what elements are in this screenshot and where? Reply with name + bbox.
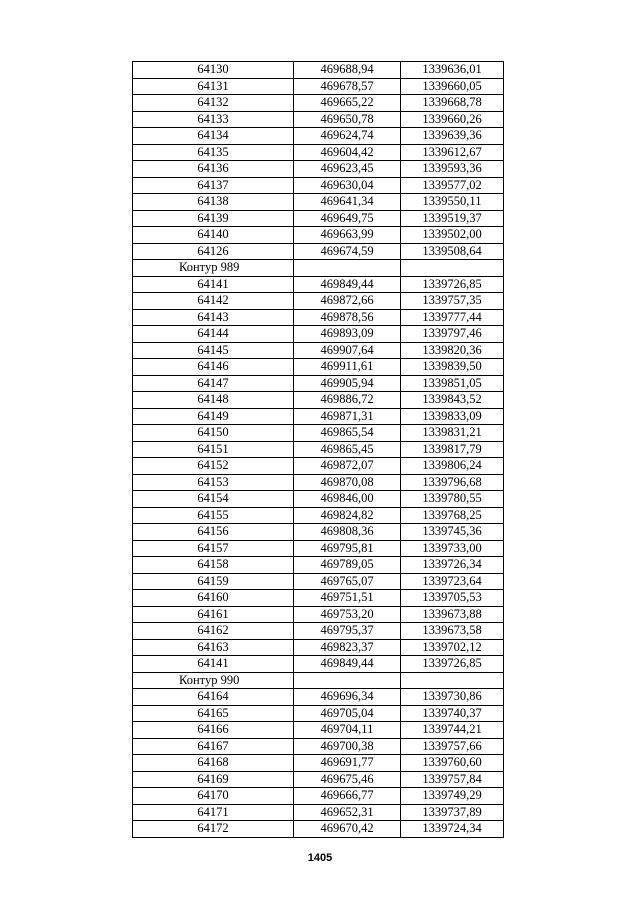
y-coordinate-cell: 1339723,64 (401, 573, 504, 590)
coordinates-table-body (133, 62, 504, 838)
x-coordinate-cell: 469753,20 (294, 606, 401, 623)
x-coordinate-cell: 469666,77 (294, 788, 401, 805)
x-cell-empty (294, 260, 401, 277)
x-coordinate-cell: 469893,09 (294, 326, 401, 343)
y-coordinate-cell: 1339705,53 (401, 590, 504, 607)
table-row (133, 441, 504, 458)
point-number-cell: 64157 (133, 540, 294, 557)
table-row (133, 771, 504, 788)
point-number-cell: 64160 (133, 590, 294, 607)
table-row (133, 111, 504, 128)
y-coordinate-cell: 1339702,12 (401, 639, 504, 656)
x-coordinate-cell: 469624,74 (294, 128, 401, 145)
x-cell-empty (294, 672, 401, 689)
y-coordinate-cell: 1339851,05 (401, 375, 504, 392)
table-row (133, 491, 504, 508)
point-number-cell: 64141 (133, 656, 294, 673)
table-row (133, 78, 504, 95)
point-number-cell: 64164 (133, 689, 294, 706)
table-row (133, 606, 504, 623)
table-row (133, 507, 504, 524)
table-row (133, 804, 504, 821)
y-coordinate-cell: 1339636,01 (401, 62, 504, 79)
table-row (133, 128, 504, 145)
y-coordinate-cell: 1339577,02 (401, 177, 504, 194)
point-number-cell: 64153 (133, 474, 294, 491)
y-coordinate-cell: 1339749,29 (401, 788, 504, 805)
table-row (133, 639, 504, 656)
x-coordinate-cell: 469795,37 (294, 623, 401, 640)
x-coordinate-cell: 469649,75 (294, 210, 401, 227)
table-row (133, 243, 504, 260)
point-number-cell: 64172 (133, 821, 294, 838)
x-coordinate-cell: 469696,34 (294, 689, 401, 706)
y-coordinate-cell: 1339726,85 (401, 276, 504, 293)
point-number-cell: 64170 (133, 788, 294, 805)
x-coordinate-cell: 469865,54 (294, 425, 401, 442)
x-coordinate-cell: 469823,37 (294, 639, 401, 656)
x-coordinate-cell: 469700,38 (294, 738, 401, 755)
table-row (133, 474, 504, 491)
y-coordinate-cell: 1339740,37 (401, 705, 504, 722)
table-row (133, 623, 504, 640)
x-coordinate-cell: 469886,72 (294, 392, 401, 409)
point-number-cell: 64147 (133, 375, 294, 392)
y-coordinate-cell: 1339777,44 (401, 309, 504, 326)
point-number-cell: 64152 (133, 458, 294, 475)
point-number-cell: 64155 (133, 507, 294, 524)
point-number-cell: 64130 (133, 62, 294, 79)
point-number-cell: 64158 (133, 557, 294, 574)
table-row (133, 95, 504, 112)
point-number-cell: 64148 (133, 392, 294, 409)
y-coordinate-cell: 1339820,36 (401, 342, 504, 359)
point-number-cell: 64136 (133, 161, 294, 178)
table-row (133, 276, 504, 293)
y-coordinate-cell: 1339502,00 (401, 227, 504, 244)
point-number-cell: 64126 (133, 243, 294, 260)
y-coordinate-cell: 1339797,46 (401, 326, 504, 343)
y-coordinate-cell: 1339768,25 (401, 507, 504, 524)
y-coordinate-cell: 1339550,11 (401, 194, 504, 211)
y-coordinate-cell: 1339508,64 (401, 243, 504, 260)
point-number-cell: 64162 (133, 623, 294, 640)
point-number-cell: 64166 (133, 722, 294, 739)
y-coordinate-cell: 1339612,67 (401, 144, 504, 161)
y-coordinate-cell: 1339519,37 (401, 210, 504, 227)
table-row (133, 458, 504, 475)
x-coordinate-cell: 469751,51 (294, 590, 401, 607)
point-number-cell: 64131 (133, 78, 294, 95)
table-row (133, 408, 504, 425)
x-coordinate-cell: 469849,44 (294, 656, 401, 673)
x-coordinate-cell: 469871,31 (294, 408, 401, 425)
x-coordinate-cell: 469911,61 (294, 359, 401, 376)
x-coordinate-cell: 469604,42 (294, 144, 401, 161)
y-coordinate-cell: 1339724,34 (401, 821, 504, 838)
point-number-cell: 64154 (133, 491, 294, 508)
point-number-cell: 64167 (133, 738, 294, 755)
point-number-cell: 64146 (133, 359, 294, 376)
x-coordinate-cell: 469641,34 (294, 194, 401, 211)
table-row (133, 590, 504, 607)
point-number-cell: 64168 (133, 755, 294, 772)
table-row (133, 359, 504, 376)
y-coordinate-cell: 1339757,84 (401, 771, 504, 788)
point-number-cell: 64137 (133, 177, 294, 194)
table-row (133, 788, 504, 805)
y-coordinate-cell: 1339660,05 (401, 78, 504, 95)
x-coordinate-cell: 469789,05 (294, 557, 401, 574)
x-coordinate-cell: 469630,04 (294, 177, 401, 194)
x-coordinate-cell: 469765,07 (294, 573, 401, 590)
point-number-cell: 64132 (133, 95, 294, 112)
x-coordinate-cell: 469678,57 (294, 78, 401, 95)
point-number-cell: 64140 (133, 227, 294, 244)
table-row (133, 161, 504, 178)
y-coordinate-cell: 1339639,36 (401, 128, 504, 145)
table-row (133, 342, 504, 359)
x-coordinate-cell: 469691,77 (294, 755, 401, 772)
point-number-cell: 64135 (133, 144, 294, 161)
y-cell-empty (401, 672, 504, 689)
table-row (133, 293, 504, 310)
table-row (133, 557, 504, 574)
point-number-cell: 64171 (133, 804, 294, 821)
point-number-cell: 64163 (133, 639, 294, 656)
table-row (133, 392, 504, 409)
y-coordinate-cell: 1339673,88 (401, 606, 504, 623)
table-row (133, 227, 504, 244)
point-number-cell: 64144 (133, 326, 294, 343)
y-coordinate-cell: 1339806,24 (401, 458, 504, 475)
x-coordinate-cell: 469650,78 (294, 111, 401, 128)
table-row (133, 524, 504, 541)
table-row (133, 573, 504, 590)
table-row (133, 375, 504, 392)
contour-header-row (133, 672, 504, 689)
x-coordinate-cell: 469652,31 (294, 804, 401, 821)
y-coordinate-cell: 1339745,36 (401, 524, 504, 541)
x-coordinate-cell: 469872,07 (294, 458, 401, 475)
point-number-cell: 64141 (133, 276, 294, 293)
y-coordinate-cell: 1339726,85 (401, 656, 504, 673)
y-coordinate-cell: 1339817,79 (401, 441, 504, 458)
table-row (133, 194, 504, 211)
y-coordinate-cell: 1339593,36 (401, 161, 504, 178)
y-coordinate-cell: 1339737,89 (401, 804, 504, 821)
point-number-cell: 64145 (133, 342, 294, 359)
x-coordinate-cell: 469905,94 (294, 375, 401, 392)
point-number-cell: 64150 (133, 425, 294, 442)
x-coordinate-cell: 469872,66 (294, 293, 401, 310)
y-coordinate-cell: 1339733,00 (401, 540, 504, 557)
x-coordinate-cell: 469808,36 (294, 524, 401, 541)
table-row (133, 144, 504, 161)
point-number-cell: 64149 (133, 408, 294, 425)
y-coordinate-cell: 1339796,68 (401, 474, 504, 491)
point-number-cell: 64142 (133, 293, 294, 310)
point-number-cell: 64139 (133, 210, 294, 227)
y-coordinate-cell: 1339730,86 (401, 689, 504, 706)
table-row (133, 821, 504, 838)
y-coordinate-cell: 1339673,58 (401, 623, 504, 640)
y-coordinate-cell: 1339726,34 (401, 557, 504, 574)
x-coordinate-cell: 469674,59 (294, 243, 401, 260)
table-row (133, 309, 504, 326)
x-coordinate-cell: 469623,45 (294, 161, 401, 178)
y-coordinate-cell: 1339833,09 (401, 408, 504, 425)
point-number-cell: 64165 (133, 705, 294, 722)
coordinates-table (132, 61, 504, 838)
x-coordinate-cell: 469824,82 (294, 507, 401, 524)
page-number: 1405 (307, 852, 333, 864)
table-row (133, 755, 504, 772)
y-coordinate-cell: 1339668,78 (401, 95, 504, 112)
y-coordinate-cell: 1339843,52 (401, 392, 504, 409)
x-coordinate-cell: 469663,99 (294, 227, 401, 244)
x-coordinate-cell: 469846,00 (294, 491, 401, 508)
contour-label: Контур 990 (133, 672, 294, 689)
table-row (133, 177, 504, 194)
x-coordinate-cell: 469665,22 (294, 95, 401, 112)
table-row (133, 425, 504, 442)
y-cell-empty (401, 260, 504, 277)
x-coordinate-cell: 469670,42 (294, 821, 401, 838)
point-number-cell: 64151 (133, 441, 294, 458)
point-number-cell: 64156 (133, 524, 294, 541)
table-row (133, 62, 504, 79)
point-number-cell: 64161 (133, 606, 294, 623)
x-coordinate-cell: 469704,11 (294, 722, 401, 739)
x-coordinate-cell: 469795,81 (294, 540, 401, 557)
y-coordinate-cell: 1339757,66 (401, 738, 504, 755)
table-row (133, 540, 504, 557)
x-coordinate-cell: 469688,94 (294, 62, 401, 79)
y-coordinate-cell: 1339831,21 (401, 425, 504, 442)
table-row (133, 326, 504, 343)
table-row (133, 722, 504, 739)
x-coordinate-cell: 469849,44 (294, 276, 401, 293)
y-coordinate-cell: 1339760,60 (401, 755, 504, 772)
table-row (133, 689, 504, 706)
x-coordinate-cell: 469878,56 (294, 309, 401, 326)
point-number-cell: 64169 (133, 771, 294, 788)
point-number-cell: 64138 (133, 194, 294, 211)
contour-label: Контур 989 (133, 260, 294, 277)
y-coordinate-cell: 1339757,35 (401, 293, 504, 310)
point-number-cell: 64159 (133, 573, 294, 590)
y-coordinate-cell: 1339839,50 (401, 359, 504, 376)
table-row (133, 738, 504, 755)
y-coordinate-cell: 1339780,55 (401, 491, 504, 508)
point-number-cell: 64143 (133, 309, 294, 326)
y-coordinate-cell: 1339744,21 (401, 722, 504, 739)
table-row (133, 705, 504, 722)
x-coordinate-cell: 469907,64 (294, 342, 401, 359)
table-row (133, 210, 504, 227)
table-row (133, 656, 504, 673)
point-number-cell: 64133 (133, 111, 294, 128)
x-coordinate-cell: 469865,45 (294, 441, 401, 458)
x-coordinate-cell: 469870,08 (294, 474, 401, 491)
point-number-cell: 64134 (133, 128, 294, 145)
x-coordinate-cell: 469705,04 (294, 705, 401, 722)
contour-header-row (133, 260, 504, 277)
x-coordinate-cell: 469675,46 (294, 771, 401, 788)
y-coordinate-cell: 1339660,26 (401, 111, 504, 128)
